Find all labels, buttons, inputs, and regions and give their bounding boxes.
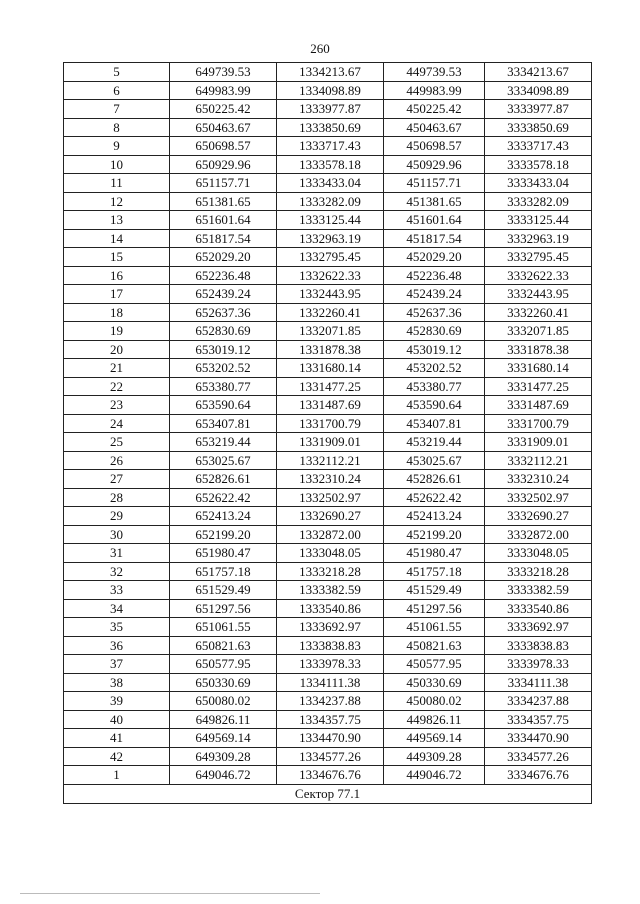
x-coordinate-cell: 653219.44 — [170, 433, 277, 452]
point-number-cell: 32 — [64, 562, 170, 581]
table-row — [64, 562, 592, 581]
y-alt-coordinate-cell: 3331878.38 — [485, 340, 592, 359]
x-coordinate-cell: 649309.28 — [170, 747, 277, 766]
y-alt-coordinate-cell: 3334237.88 — [485, 692, 592, 711]
x-alt-coordinate-cell: 450698.57 — [384, 137, 485, 156]
point-number-cell: 9 — [64, 137, 170, 156]
y-coordinate-cell: 1334213.67 — [277, 63, 384, 82]
point-number-cell: 7 — [64, 100, 170, 119]
y-alt-coordinate-cell: 3333433.04 — [485, 174, 592, 193]
y-coordinate-cell: 1331909.01 — [277, 433, 384, 452]
point-number-cell: 8 — [64, 118, 170, 137]
x-alt-coordinate-cell: 452439.24 — [384, 285, 485, 304]
x-alt-coordinate-cell: 450577.95 — [384, 655, 485, 674]
x-coordinate-cell: 652637.36 — [170, 303, 277, 322]
x-coordinate-cell: 649739.53 — [170, 63, 277, 82]
table-row — [64, 581, 592, 600]
table-row — [64, 81, 592, 100]
x-alt-coordinate-cell: 449826.11 — [384, 710, 485, 729]
point-number-cell: 25 — [64, 433, 170, 452]
y-alt-coordinate-cell: 3334213.67 — [485, 63, 592, 82]
table-row — [64, 192, 592, 211]
y-coordinate-cell: 1334676.76 — [277, 766, 384, 785]
x-coordinate-cell: 651381.65 — [170, 192, 277, 211]
table-row — [64, 174, 592, 193]
table-row — [64, 766, 592, 785]
x-coordinate-cell: 652826.61 — [170, 470, 277, 489]
x-alt-coordinate-cell: 451061.55 — [384, 618, 485, 637]
y-alt-coordinate-cell: 3333218.28 — [485, 562, 592, 581]
x-alt-coordinate-cell: 449569.14 — [384, 729, 485, 748]
y-alt-coordinate-cell: 3334098.89 — [485, 81, 592, 100]
y-coordinate-cell: 1333125.44 — [277, 211, 384, 230]
x-alt-coordinate-cell: 450330.69 — [384, 673, 485, 692]
x-alt-coordinate-cell: 453219.44 — [384, 433, 485, 452]
point-number-cell: 20 — [64, 340, 170, 359]
x-coordinate-cell: 651529.49 — [170, 581, 277, 600]
x-alt-coordinate-cell: 452199.20 — [384, 525, 485, 544]
table-row — [64, 599, 592, 618]
table-row — [64, 100, 592, 119]
table-row — [64, 544, 592, 563]
x-coordinate-cell: 651297.56 — [170, 599, 277, 618]
x-alt-coordinate-cell: 451980.47 — [384, 544, 485, 563]
y-alt-coordinate-cell: 3334357.75 — [485, 710, 592, 729]
point-number-cell: 30 — [64, 525, 170, 544]
table-row — [64, 710, 592, 729]
point-number-cell: 27 — [64, 470, 170, 489]
table-row — [64, 359, 592, 378]
page-number: 260 — [310, 41, 330, 56]
x-coordinate-cell: 650821.63 — [170, 636, 277, 655]
y-alt-coordinate-cell: 3332795.45 — [485, 248, 592, 267]
x-alt-coordinate-cell: 451157.71 — [384, 174, 485, 193]
table-row — [64, 285, 592, 304]
x-alt-coordinate-cell: 451757.18 — [384, 562, 485, 581]
x-alt-coordinate-cell: 453019.12 — [384, 340, 485, 359]
table-row — [64, 118, 592, 137]
x-alt-coordinate-cell: 452622.42 — [384, 488, 485, 507]
table-row — [64, 655, 592, 674]
y-alt-coordinate-cell: 3334470.90 — [485, 729, 592, 748]
point-number-cell: 26 — [64, 451, 170, 470]
x-alt-coordinate-cell: 450080.02 — [384, 692, 485, 711]
point-number-cell: 37 — [64, 655, 170, 674]
y-alt-coordinate-cell: 3332112.21 — [485, 451, 592, 470]
y-alt-coordinate-cell: 3332690.27 — [485, 507, 592, 526]
table-row — [64, 433, 592, 452]
x-alt-coordinate-cell: 451381.65 — [384, 192, 485, 211]
table-row — [64, 673, 592, 692]
x-coordinate-cell: 651980.47 — [170, 544, 277, 563]
y-alt-coordinate-cell: 3333838.83 — [485, 636, 592, 655]
x-alt-coordinate-cell: 449046.72 — [384, 766, 485, 785]
sector-label: Сектор 77.1 — [64, 784, 592, 803]
table-row — [64, 729, 592, 748]
x-coordinate-cell: 651601.64 — [170, 211, 277, 230]
y-alt-coordinate-cell: 3331680.14 — [485, 359, 592, 378]
point-number-cell: 34 — [64, 599, 170, 618]
x-coordinate-cell: 650698.57 — [170, 137, 277, 156]
x-coordinate-cell: 652439.24 — [170, 285, 277, 304]
x-coordinate-cell: 650080.02 — [170, 692, 277, 711]
x-coordinate-cell: 649046.72 — [170, 766, 277, 785]
y-alt-coordinate-cell: 3333382.59 — [485, 581, 592, 600]
y-alt-coordinate-cell: 3333978.33 — [485, 655, 592, 674]
y-coordinate-cell: 1334237.88 — [277, 692, 384, 711]
x-alt-coordinate-cell: 452637.36 — [384, 303, 485, 322]
table-row — [64, 396, 592, 415]
x-alt-coordinate-cell: 452029.20 — [384, 248, 485, 267]
x-alt-coordinate-cell: 452236.48 — [384, 266, 485, 285]
x-alt-coordinate-cell: 453590.64 — [384, 396, 485, 415]
point-number-cell: 12 — [64, 192, 170, 211]
y-coordinate-cell: 1332310.24 — [277, 470, 384, 489]
x-alt-coordinate-cell: 453025.67 — [384, 451, 485, 470]
x-coordinate-cell: 651757.18 — [170, 562, 277, 581]
point-number-cell: 40 — [64, 710, 170, 729]
table-row — [64, 229, 592, 248]
y-coordinate-cell: 1334470.90 — [277, 729, 384, 748]
y-coordinate-cell: 1333838.83 — [277, 636, 384, 655]
point-number-cell: 5 — [64, 63, 170, 82]
x-coordinate-cell: 652622.42 — [170, 488, 277, 507]
x-coordinate-cell: 651817.54 — [170, 229, 277, 248]
y-alt-coordinate-cell: 3332963.19 — [485, 229, 592, 248]
table-row — [64, 377, 592, 396]
y-coordinate-cell: 1331878.38 — [277, 340, 384, 359]
point-number-cell: 23 — [64, 396, 170, 415]
y-coordinate-cell: 1332963.19 — [277, 229, 384, 248]
y-alt-coordinate-cell: 3333977.87 — [485, 100, 592, 119]
table-footer-row — [64, 784, 592, 803]
y-alt-coordinate-cell: 3332310.24 — [485, 470, 592, 489]
point-number-cell: 18 — [64, 303, 170, 322]
y-coordinate-cell: 1332622.33 — [277, 266, 384, 285]
point-number-cell: 6 — [64, 81, 170, 100]
x-coordinate-cell: 650929.96 — [170, 155, 277, 174]
x-alt-coordinate-cell: 451601.64 — [384, 211, 485, 230]
y-alt-coordinate-cell: 3331487.69 — [485, 396, 592, 415]
x-alt-coordinate-cell: 449309.28 — [384, 747, 485, 766]
y-alt-coordinate-cell: 3334676.76 — [485, 766, 592, 785]
table-row — [64, 414, 592, 433]
coordinates-table — [63, 62, 592, 804]
point-number-cell: 28 — [64, 488, 170, 507]
y-coordinate-cell: 1334098.89 — [277, 81, 384, 100]
table-row — [64, 63, 592, 82]
y-alt-coordinate-cell: 3333850.69 — [485, 118, 592, 137]
table-row — [64, 507, 592, 526]
point-number-cell: 13 — [64, 211, 170, 230]
y-coordinate-cell: 1332443.95 — [277, 285, 384, 304]
table-row — [64, 340, 592, 359]
x-coordinate-cell: 653019.12 — [170, 340, 277, 359]
table-row — [64, 303, 592, 322]
x-alt-coordinate-cell: 450225.42 — [384, 100, 485, 119]
y-coordinate-cell: 1332502.97 — [277, 488, 384, 507]
y-coordinate-cell: 1334111.38 — [277, 673, 384, 692]
x-alt-coordinate-cell: 452830.69 — [384, 322, 485, 341]
point-number-cell: 35 — [64, 618, 170, 637]
y-alt-coordinate-cell: 3332502.97 — [485, 488, 592, 507]
y-alt-coordinate-cell: 3334577.26 — [485, 747, 592, 766]
y-alt-coordinate-cell: 3332260.41 — [485, 303, 592, 322]
y-alt-coordinate-cell: 3332622.33 — [485, 266, 592, 285]
y-coordinate-cell: 1332112.21 — [277, 451, 384, 470]
y-coordinate-cell: 1332071.85 — [277, 322, 384, 341]
table-row — [64, 451, 592, 470]
point-number-cell: 16 — [64, 266, 170, 285]
point-number-cell: 15 — [64, 248, 170, 267]
point-number-cell: 19 — [64, 322, 170, 341]
x-coordinate-cell: 649826.11 — [170, 710, 277, 729]
y-coordinate-cell: 1333978.33 — [277, 655, 384, 674]
x-alt-coordinate-cell: 451817.54 — [384, 229, 485, 248]
table-row — [64, 747, 592, 766]
point-number-cell: 10 — [64, 155, 170, 174]
x-coordinate-cell: 653590.64 — [170, 396, 277, 415]
x-coordinate-cell: 653380.77 — [170, 377, 277, 396]
y-coordinate-cell: 1331487.69 — [277, 396, 384, 415]
point-number-cell: 36 — [64, 636, 170, 655]
x-alt-coordinate-cell: 453202.52 — [384, 359, 485, 378]
y-coordinate-cell: 1333218.28 — [277, 562, 384, 581]
y-coordinate-cell: 1332260.41 — [277, 303, 384, 322]
point-number-cell: 41 — [64, 729, 170, 748]
y-alt-coordinate-cell: 3331909.01 — [485, 433, 592, 452]
y-alt-coordinate-cell: 3333540.86 — [485, 599, 592, 618]
point-number-cell: 17 — [64, 285, 170, 304]
x-alt-coordinate-cell: 451529.49 — [384, 581, 485, 600]
x-alt-coordinate-cell: 450463.67 — [384, 118, 485, 137]
x-coordinate-cell: 650330.69 — [170, 673, 277, 692]
y-coordinate-cell: 1333382.59 — [277, 581, 384, 600]
y-coordinate-cell: 1333977.87 — [277, 100, 384, 119]
point-number-cell: 39 — [64, 692, 170, 711]
table-row — [64, 692, 592, 711]
table-row — [64, 470, 592, 489]
point-number-cell: 24 — [64, 414, 170, 433]
table-row — [64, 636, 592, 655]
point-number-cell: 22 — [64, 377, 170, 396]
point-number-cell: 11 — [64, 174, 170, 193]
table-row — [64, 155, 592, 174]
x-coordinate-cell: 652830.69 — [170, 322, 277, 341]
table-row — [64, 322, 592, 341]
x-coordinate-cell: 649983.99 — [170, 81, 277, 100]
x-coordinate-cell: 652236.48 — [170, 266, 277, 285]
y-coordinate-cell: 1334577.26 — [277, 747, 384, 766]
table-row — [64, 137, 592, 156]
y-coordinate-cell: 1331477.25 — [277, 377, 384, 396]
x-coordinate-cell: 651157.71 — [170, 174, 277, 193]
y-alt-coordinate-cell: 3333578.18 — [485, 155, 592, 174]
table-row — [64, 488, 592, 507]
y-coordinate-cell: 1333048.05 — [277, 544, 384, 563]
y-alt-coordinate-cell: 3332443.95 — [485, 285, 592, 304]
x-coordinate-cell: 653025.67 — [170, 451, 277, 470]
x-coordinate-cell: 651061.55 — [170, 618, 277, 637]
x-coordinate-cell: 652413.24 — [170, 507, 277, 526]
y-coordinate-cell: 1333692.97 — [277, 618, 384, 637]
scan-artifact-line — [20, 893, 320, 894]
y-alt-coordinate-cell: 3333048.05 — [485, 544, 592, 563]
y-coordinate-cell: 1332690.27 — [277, 507, 384, 526]
y-coordinate-cell: 1333850.69 — [277, 118, 384, 137]
table-row — [64, 248, 592, 267]
x-coordinate-cell: 652199.20 — [170, 525, 277, 544]
y-alt-coordinate-cell: 3331700.79 — [485, 414, 592, 433]
y-coordinate-cell: 1334357.75 — [277, 710, 384, 729]
y-coordinate-cell: 1332795.45 — [277, 248, 384, 267]
x-alt-coordinate-cell: 449739.53 — [384, 63, 485, 82]
point-number-cell: 29 — [64, 507, 170, 526]
point-number-cell: 21 — [64, 359, 170, 378]
y-coordinate-cell: 1333540.86 — [277, 599, 384, 618]
y-coordinate-cell: 1332872.00 — [277, 525, 384, 544]
y-alt-coordinate-cell: 3331477.25 — [485, 377, 592, 396]
y-alt-coordinate-cell: 3333125.44 — [485, 211, 592, 230]
table-row — [64, 211, 592, 230]
y-alt-coordinate-cell: 3333282.09 — [485, 192, 592, 211]
y-coordinate-cell: 1331680.14 — [277, 359, 384, 378]
x-coordinate-cell: 649569.14 — [170, 729, 277, 748]
x-coordinate-cell: 650577.95 — [170, 655, 277, 674]
x-coordinate-cell: 653407.81 — [170, 414, 277, 433]
y-alt-coordinate-cell: 3333692.97 — [485, 618, 592, 637]
x-alt-coordinate-cell: 452826.61 — [384, 470, 485, 489]
point-number-cell: 14 — [64, 229, 170, 248]
table-row — [64, 266, 592, 285]
x-alt-coordinate-cell: 450929.96 — [384, 155, 485, 174]
x-alt-coordinate-cell: 453407.81 — [384, 414, 485, 433]
x-alt-coordinate-cell: 449983.99 — [384, 81, 485, 100]
y-alt-coordinate-cell: 3332872.00 — [485, 525, 592, 544]
table-row — [64, 618, 592, 637]
y-coordinate-cell: 1333717.43 — [277, 137, 384, 156]
point-number-cell: 1 — [64, 766, 170, 785]
x-alt-coordinate-cell: 450821.63 — [384, 636, 485, 655]
point-number-cell: 42 — [64, 747, 170, 766]
x-coordinate-cell: 652029.20 — [170, 248, 277, 267]
x-coordinate-cell: 650225.42 — [170, 100, 277, 119]
table-row — [64, 525, 592, 544]
y-alt-coordinate-cell: 3332071.85 — [485, 322, 592, 341]
y-coordinate-cell: 1331700.79 — [277, 414, 384, 433]
x-coordinate-cell: 653202.52 — [170, 359, 277, 378]
x-coordinate-cell: 650463.67 — [170, 118, 277, 137]
point-number-cell: 33 — [64, 581, 170, 600]
y-coordinate-cell: 1333433.04 — [277, 174, 384, 193]
x-alt-coordinate-cell: 453380.77 — [384, 377, 485, 396]
coordinates-table-body — [64, 63, 592, 804]
x-alt-coordinate-cell: 451297.56 — [384, 599, 485, 618]
y-alt-coordinate-cell: 3333717.43 — [485, 137, 592, 156]
y-coordinate-cell: 1333578.18 — [277, 155, 384, 174]
y-coordinate-cell: 1333282.09 — [277, 192, 384, 211]
point-number-cell: 31 — [64, 544, 170, 563]
point-number-cell: 38 — [64, 673, 170, 692]
x-alt-coordinate-cell: 452413.24 — [384, 507, 485, 526]
y-alt-coordinate-cell: 3334111.38 — [485, 673, 592, 692]
